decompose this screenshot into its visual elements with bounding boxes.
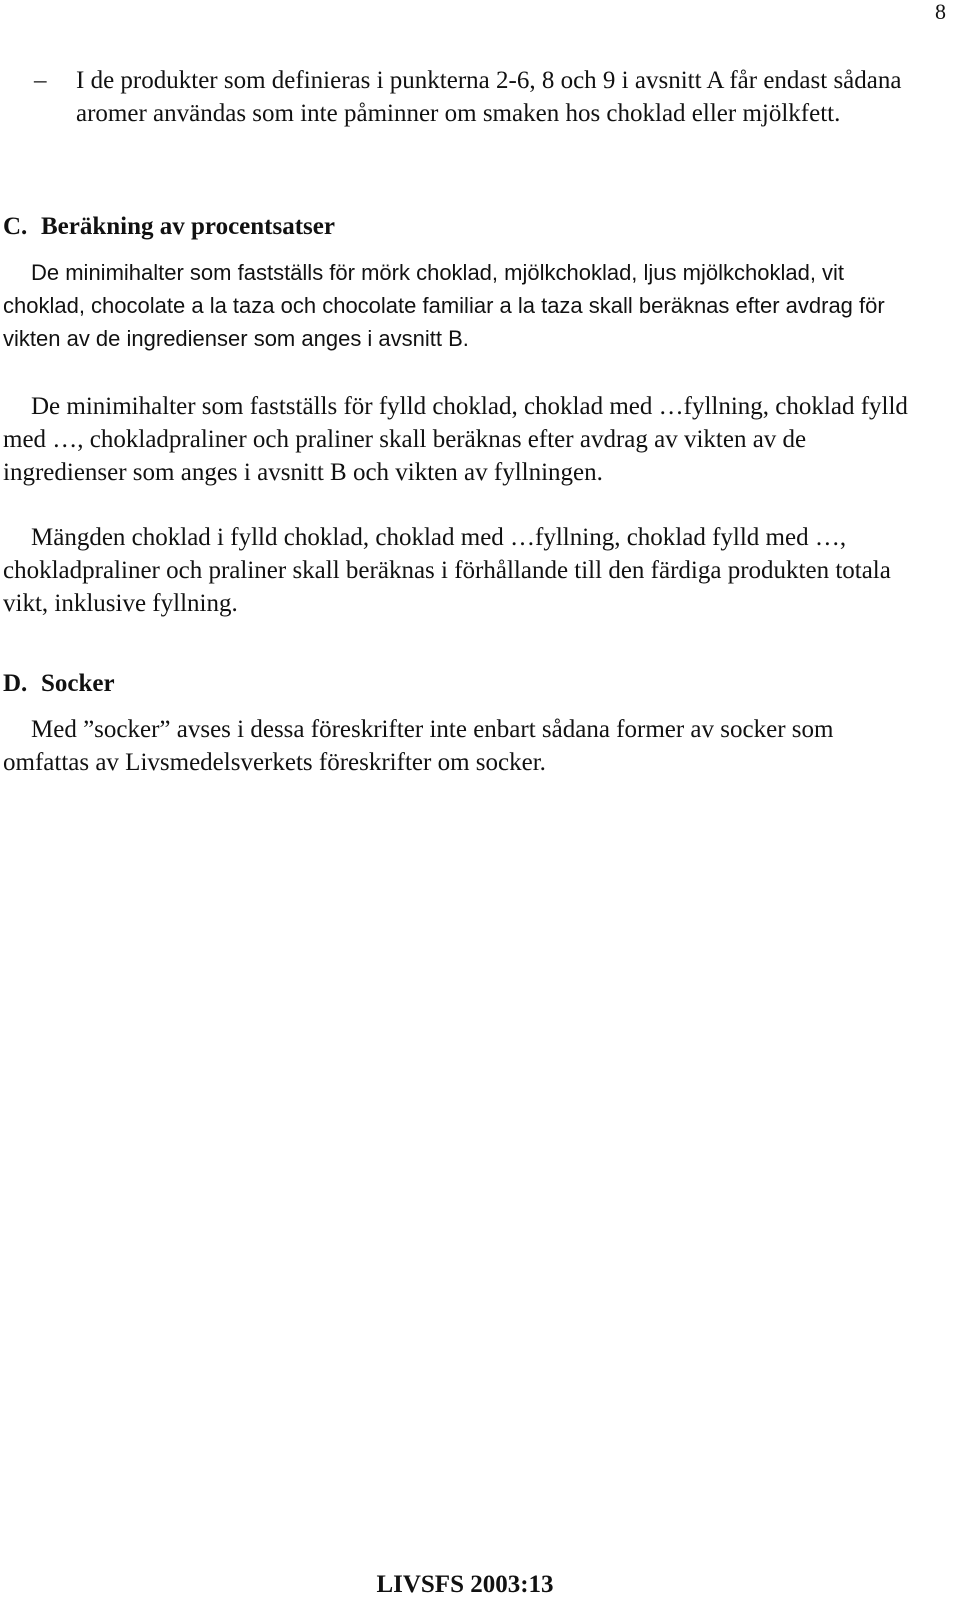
section-d-title: Socker: [41, 670, 115, 697]
section-c-paragraph-1: De minimihalter som fastställs för mörk choklad, mjölkchoklad, ljus mjölkchoklad, vit choklad, chocolate a la taza och chocolate familiar a la taza skall beräknas efter avdrag för vikten av de ingredienser som anges i avsnitt B.: [3, 260, 885, 351]
dash-list-item: [34, 64, 914, 130]
section-c-paragraph-2: De minimihalter som fastställs för fylld choklad, choklad med …fyllning, choklad fylld med …, chokladpraliner och praliner skall beräknas efter avdrag av vikten av de ingredienser som anges i avsnitt B och vikten av fyllningen.: [3, 393, 908, 486]
page-number: 8: [935, 0, 946, 24]
document-footer: LIVSFS 2003:13: [376, 1571, 554, 1598]
section-c-paragraph-3: Mängden choklad i fylld choklad, choklad med …fyllning, choklad fylld med …, chokladpraliner och praliner skall beräknas i förhållande till den färdiga produkten totala vikt, inklusive fyllning.: [3, 524, 891, 617]
section-d-paragraph-1: Med ”socker” avses i dessa föreskrifter inte enbart sådana former av socker som omfattas av Livsmedelsverkets föreskrifter om socker.: [3, 716, 834, 776]
section-d-heading: [3, 669, 115, 699]
dash-item-text: I de produkter som definieras i punkterna 2-6, 8 och 9 i avsnitt A får endast sådana aromer användas som inte påminner om smaken hos choklad eller mjölkfett.: [76, 67, 902, 127]
section-c-heading: [3, 212, 335, 242]
section-c-letter: C.: [3, 213, 28, 240]
section-d-letter: D.: [3, 670, 28, 697]
section-c-title: Beräkning av procentsatser: [41, 213, 335, 240]
dash-bullet: –: [34, 67, 47, 94]
